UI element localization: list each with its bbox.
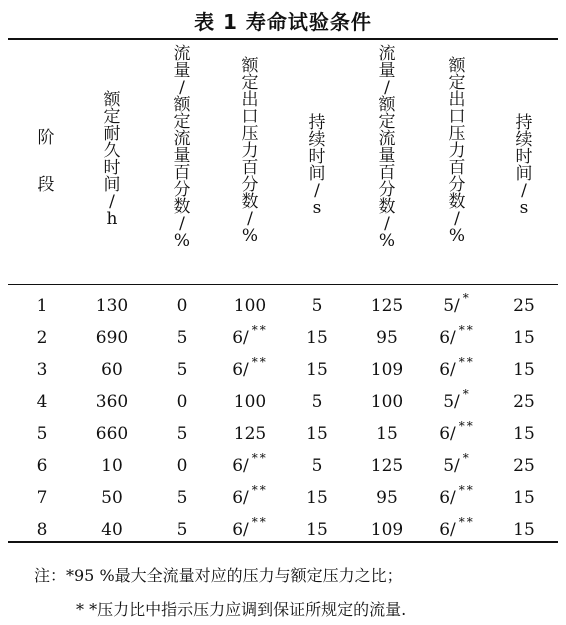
header-flow-percent-2: 流 量 / 额 定 流 量 百 分 数 / % bbox=[378, 44, 396, 251]
table-row bbox=[0, 482, 566, 514]
cell-duration-2: 15 bbox=[513, 328, 535, 348]
table-title: 表 1 寿命试验条件 bbox=[194, 10, 372, 34]
cell-pressure-2: 5/ * bbox=[443, 291, 471, 316]
cell-pressure-1: 6/ ** bbox=[232, 323, 268, 348]
cell-pressure-2: 5/ * bbox=[443, 387, 471, 412]
cell-pressure-2: 5/ * bbox=[443, 451, 471, 476]
cell-stage: 5 bbox=[36, 424, 48, 444]
footnote-marker: ** bbox=[458, 419, 475, 433]
cell-duration-1: 5 bbox=[311, 296, 323, 316]
table-row bbox=[0, 386, 566, 418]
footnote-marker: ** bbox=[251, 483, 268, 497]
cell-duration-1: 5 bbox=[311, 392, 323, 412]
cell-stage: 1 bbox=[36, 296, 48, 316]
cell-pressure-2: 6/ ** bbox=[439, 419, 475, 444]
cell-duration-1: 15 bbox=[306, 328, 328, 348]
cell-pressure-2: 6/ ** bbox=[439, 515, 475, 540]
cell-flow-1: 5 bbox=[176, 328, 188, 348]
cell-pressure-1: 6/ ** bbox=[232, 515, 268, 540]
cell-flow-2: 109 bbox=[370, 520, 404, 540]
footnote-marker: * bbox=[462, 451, 471, 465]
cell-stage: 3 bbox=[36, 360, 48, 380]
cell-rated-duration: 660 bbox=[95, 424, 129, 444]
cell-flow-2: 109 bbox=[370, 360, 404, 380]
cell-pressure-2: 6/ ** bbox=[439, 483, 475, 508]
cell-duration-2: 15 bbox=[513, 488, 535, 508]
cell-stage: 6 bbox=[36, 456, 48, 476]
cell-stage: 2 bbox=[36, 328, 48, 348]
cell-pressure-1: 6/ ** bbox=[232, 451, 268, 476]
footnote-marker: ** bbox=[251, 515, 268, 529]
cell-rated-duration: 50 bbox=[101, 488, 123, 508]
cell-stage: 8 bbox=[36, 520, 48, 540]
cell-rated-duration: 10 bbox=[101, 456, 123, 476]
cell-duration-1: 15 bbox=[306, 520, 328, 540]
table-row bbox=[0, 354, 566, 386]
footnote-marker: ** bbox=[251, 323, 268, 337]
cell-pressure-2: 6/ ** bbox=[439, 323, 475, 348]
cell-stage: 4 bbox=[36, 392, 48, 412]
header-stage: 阶 段 bbox=[37, 128, 55, 195]
cell-duration-1: 5 bbox=[311, 456, 323, 476]
cell-rated-duration: 690 bbox=[95, 328, 129, 348]
table-row bbox=[0, 290, 566, 322]
cell-rated-duration: 40 bbox=[101, 520, 123, 540]
table-row bbox=[0, 418, 566, 450]
footnote-2: * *压力比中指示压力应调到保证所规定的流量. bbox=[76, 600, 407, 619]
header-duration-2: 持 续 时 间 / s bbox=[515, 113, 533, 218]
cell-duration-2: 25 bbox=[513, 456, 535, 476]
cell-duration-2: 25 bbox=[513, 392, 535, 412]
cell-stage: 7 bbox=[36, 488, 48, 508]
cell-pressure-1: 6/ ** bbox=[232, 355, 268, 380]
cell-duration-1: 15 bbox=[306, 488, 328, 508]
table-row bbox=[0, 450, 566, 482]
cell-flow-1: 0 bbox=[176, 392, 188, 412]
cell-flow-1: 5 bbox=[176, 520, 188, 540]
footnote-marker: ** bbox=[458, 323, 475, 337]
header-pressure-percent-2: 额 定 出 口 压 力 百 分 数 / % bbox=[448, 56, 466, 246]
footnote-1: 注：*95 %最大全流量对应的压力与额定压力之比； bbox=[34, 566, 403, 585]
cell-flow-2: 125 bbox=[370, 296, 404, 316]
cell-flow-2: 95 bbox=[376, 328, 398, 348]
cell-duration-1: 15 bbox=[306, 360, 328, 380]
footnote-marker: ** bbox=[251, 451, 268, 465]
cell-flow-1: 5 bbox=[176, 360, 188, 380]
cell-rated-duration: 360 bbox=[95, 392, 129, 412]
table-row bbox=[0, 322, 566, 354]
cell-pressure-1: 100 bbox=[233, 296, 267, 316]
cell-flow-1: 5 bbox=[176, 488, 188, 508]
cell-duration-2: 15 bbox=[513, 360, 535, 380]
cell-duration-2: 15 bbox=[513, 520, 535, 540]
cell-flow-2: 100 bbox=[370, 392, 404, 412]
cell-duration-2: 25 bbox=[513, 296, 535, 316]
cell-flow-1: 0 bbox=[176, 456, 188, 476]
header-duration-1: 持 续 时 间 / s bbox=[308, 113, 326, 218]
footnote-marker: ** bbox=[458, 483, 475, 497]
cell-flow-1: 5 bbox=[176, 424, 188, 444]
bottom-rule bbox=[8, 541, 558, 543]
top-rule bbox=[8, 38, 558, 40]
footnote-marker: ** bbox=[251, 355, 268, 369]
header-pressure-percent-1: 额 定 出 口 压 力 百 分 数 / % bbox=[241, 56, 259, 246]
cell-flow-1: 0 bbox=[176, 296, 188, 316]
footnote-marker: * bbox=[462, 387, 471, 401]
cell-flow-2: 15 bbox=[376, 424, 398, 444]
header-rule bbox=[8, 284, 558, 285]
header-flow-percent-1: 流 量 / 额 定 流 量 百 分 数 / % bbox=[173, 44, 191, 251]
cell-flow-2: 95 bbox=[376, 488, 398, 508]
cell-rated-duration: 130 bbox=[95, 296, 129, 316]
cell-pressure-1: 6/ ** bbox=[232, 483, 268, 508]
footnote-marker: ** bbox=[458, 515, 475, 529]
footnote-marker: ** bbox=[458, 355, 475, 369]
cell-duration-1: 15 bbox=[306, 424, 328, 444]
cell-pressure-1: 100 bbox=[233, 392, 267, 412]
cell-rated-duration: 60 bbox=[101, 360, 123, 380]
cell-pressure-1: 125 bbox=[233, 424, 267, 444]
cell-pressure-2: 6/ ** bbox=[439, 355, 475, 380]
cell-flow-2: 125 bbox=[370, 456, 404, 476]
footnote-marker: * bbox=[462, 291, 471, 305]
header-rated-duration: 额 定 耐 久 时 间 / h bbox=[103, 90, 121, 229]
cell-duration-2: 15 bbox=[513, 424, 535, 444]
